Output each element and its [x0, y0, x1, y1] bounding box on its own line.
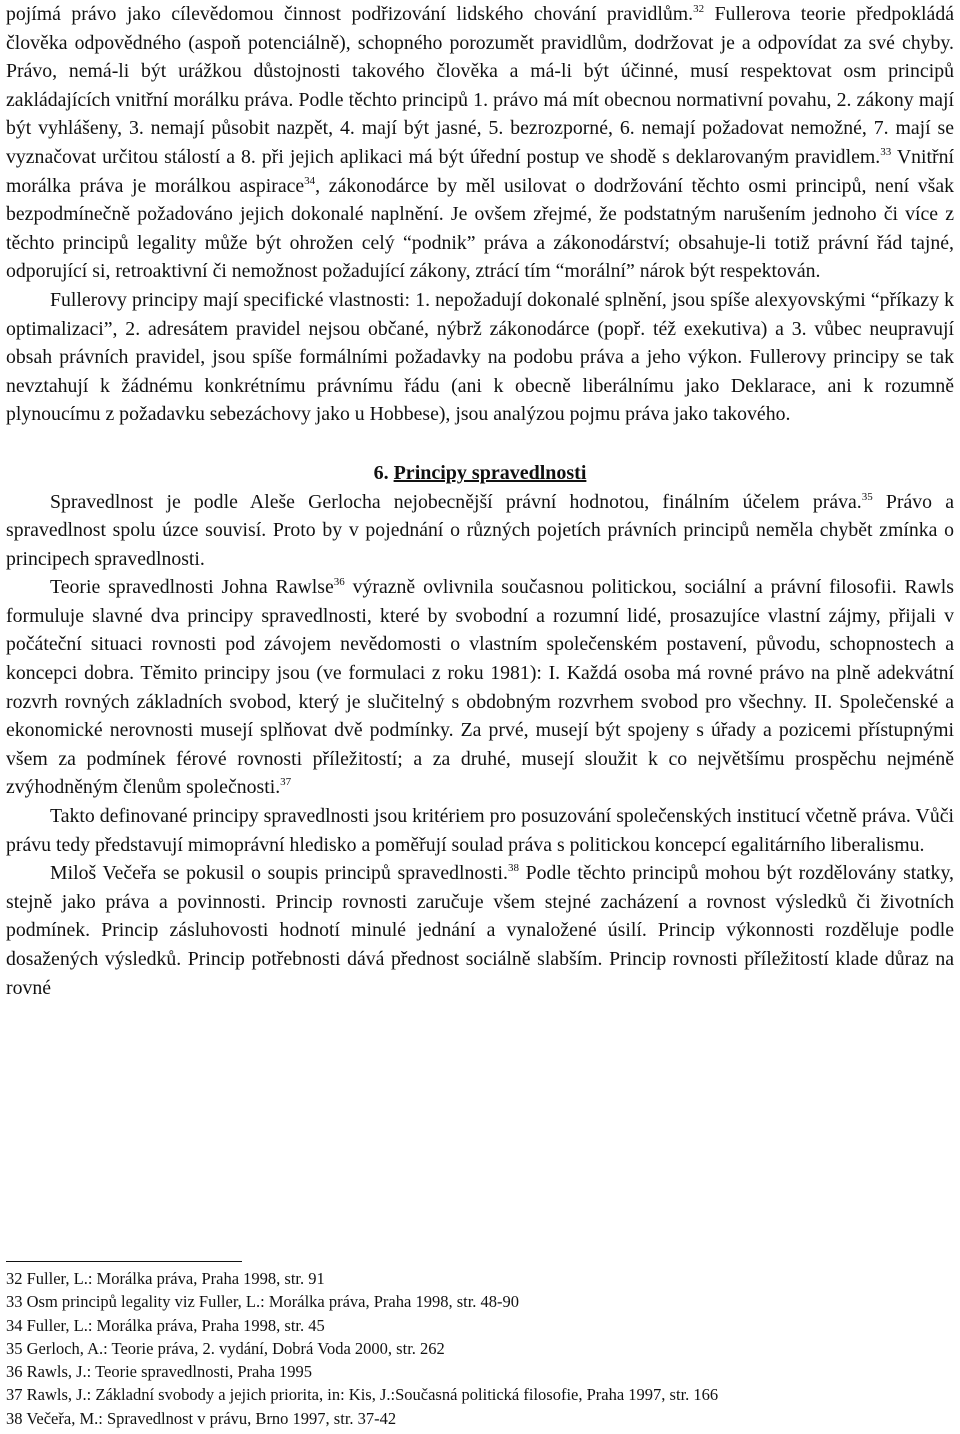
- footnote-ref-34[interactable]: 34: [304, 174, 316, 187]
- footnote-34: 34 Fuller, L.: Morálka práva, Praha 1998, str. 45: [6, 1315, 325, 1335]
- text-run: Fullerova teorie předpokládá člověka odpovědného (aspoň potenciálně), schopného porozumět pravidlům, dodržovat je a odpovídat za své chyby. Právo, nemá-li být urážkou důstojnosti takového člověka a má-li být účinné, musí respektovat osm principů zakládajících vnitřní morálku práva. Podle těchto principů 1. právo má mít obecnou normativní povahu, 2. zákony mají být vyhlášeny, 3. nemají působit nazpět, 4. mají být jasné, 5. bezrozporné, 6. nemají požadovat nemožné, 7. mají se vyznačovat určitou stálostí a 8. při jejich aplikaci má být úřední postup ve shodě s deklarovaným pravidlem.: [6, 3, 955, 168]
- section-heading: [6, 459, 954, 488]
- footnote-ref-33[interactable]: 33: [880, 145, 892, 158]
- text-run: , zákonodárce by měl usilovat o dodržování těchto osmi principů, není však bezpodmínečně požadováno jejich dokonalé naplnění. Je ovšem zřejmé, že podstatným narušením jednoho či více z těchto principů legality může být ohrožen celý “podnik” práva a zákonodárství; obsahuje-li totiž právní řád tajné, odporující si, retroaktivní či nemožnost požadující zákony, ztrácí tím “morální” nárok být respektován.: [6, 174, 954, 283]
- paragraph-fuller-principles: [6, 0, 954, 286]
- footnote-35: 35 Gerloch, A.: Teorie práva, 2. vydání, Dobrá Voda 2000, str. 262: [6, 1338, 445, 1358]
- text-run: pojímá právo jako cílevědomou činnost podřizování lidského chování pravidlům.: [6, 3, 694, 25]
- footnote-separator: [6, 1261, 242, 1262]
- footnote-ref-37[interactable]: 37: [280, 776, 292, 789]
- text-run: Teorie spravedlnosti Johna Rawlse: [50, 576, 334, 599]
- text-run: Podle těchto principů mohou být rozdělovány statky, stejně jako práva a povinnosti. Princip rovnosti zaručuje všem stejné zacházení a rovnost výsledků či životních podmínek. Princip zásluhovosti hodnotí minulé jednání a vynaložené úsilí. Princip výkonnosti rozděluje podle dosažených výsledků. Princip potřebnosti dává přednost sociálně slabším. Princip rovnosti příležitostí klade důraz na rovné: [6, 862, 954, 999]
- text-run: Takto definované principy spravedlnosti jsou kritériem pro posuzování společenských institucí včetně práva. Vůči právu tedy představují mimoprávní hledisko a poměřují soulad práva s politickou koncepcí egalitárního liberalismu.: [6, 805, 954, 856]
- footnote-32: 32 Fuller, L.: Morálka práva, Praha 1998, str. 91: [6, 1269, 325, 1288]
- text-run: Spravedlnost je podle Aleše Gerlocha nejobecnější právní hodnotou, finálním účelem práva.: [50, 490, 862, 513]
- section-number: 6.: [373, 461, 389, 484]
- footnote-38: 38 Večeřa, M.: Spravedlnost v právu, Brno 1997, str. 37-42: [6, 1408, 397, 1428]
- text-run: Právo a spravedlnost spolu úzce souvisí. Proto by v pojednání o různých pojetích právních principů neměla chybět zmínka o principech spravedlnosti.: [6, 490, 954, 570]
- footnote-37: 37 Rawls, J.: Základní svobody a jejich priorita, in: Kis, J.:Současná politická filosofie, Praha 1997, str. 166: [6, 1385, 719, 1405]
- footnote-ref-38[interactable]: 38: [507, 862, 519, 875]
- text-run: Fullerovy principy mají specifické vlastnosti: 1. nepožadují dokonalé splnění, jsou spíše alexyovskými “příkazy k optimalizaci”, 2. adresátem pravidel nejsou občané, nýbrž zákonodárce (popř. též exekutiva) a 3. vůbec neupravují obsah právních pravidel, jsou spíše formálními požadavky na podobu práva a jeho výkon. Fullerovy principy se tak nevztahují k žádnému konkrétnímu právnímu řádu (ani k obecně liberálnímu jako Deklarace, ani k rozumně plynoucímu z požadavku sebezáchovy jako u Hobbese), jsou analýzou pojmu práva jako takového.: [6, 288, 954, 426]
- text-run: výrazně ovlivnila současnou politickou, sociální a právní filosofii. Rawls formuluje slavné dva principy spravedlnosti, které by svobodní a rozumní lidé, prosazujíce vlastní zájmy, přijali v počáteční situaci rovnosti pod závojem nevědomosti o vlastním společenském postavení, původu, schopnostech a koncepci dobra. Těmito principy jsou (ve formulaci z roku 1981): I. Každá osoba má rovné právo na plně adekvátní rozvrh rovných základních svobod, který je slučitelný s obdobným rozvrhem svobod pro všechny. II. Společenské a ekonomické nerovnosti musejí splňovat dvě podmínky. Za prvé, musejí být spojeny s úřady a pozicemi přístupnými všem za podmínek férové rovnosti příležitostí; a za druhé, musejí sloužit k co největšímu prospěchu nejméně zvýhodněným členům společnosti.: [6, 576, 954, 799]
- text-run: Vnitřní morálka práva je morálkou aspirace: [6, 145, 954, 197]
- section-title: Principy spravedlnosti: [393, 461, 587, 484]
- text-run: Miloš Večeřa se pokusil o soupis principů spravedlnosti.: [50, 862, 508, 885]
- footnote-ref-35[interactable]: 35: [861, 490, 873, 503]
- spacer: [6, 429, 954, 459]
- paragraph-vecera: [6, 859, 954, 1002]
- paragraph-gerloch: [6, 488, 954, 574]
- footnote-ref-32[interactable]: 32: [693, 3, 705, 15]
- footnotes: [6, 1267, 954, 1430]
- paragraph-fuller-properties: [6, 286, 954, 429]
- footnote-36: 36 Rawls, J.: Teorie spravedlnosti, Praha 1995: [6, 1362, 313, 1382]
- footnote-33: 33 Osm principů legality viz Fuller, L.: Morálka práva, Praha 1998, str. 48-90: [6, 1292, 520, 1312]
- paragraph-rawls: [6, 573, 954, 802]
- footnote-ref-36[interactable]: 36: [333, 576, 345, 589]
- page: [6, 0, 954, 1002]
- paragraph-criteria: [6, 802, 954, 859]
